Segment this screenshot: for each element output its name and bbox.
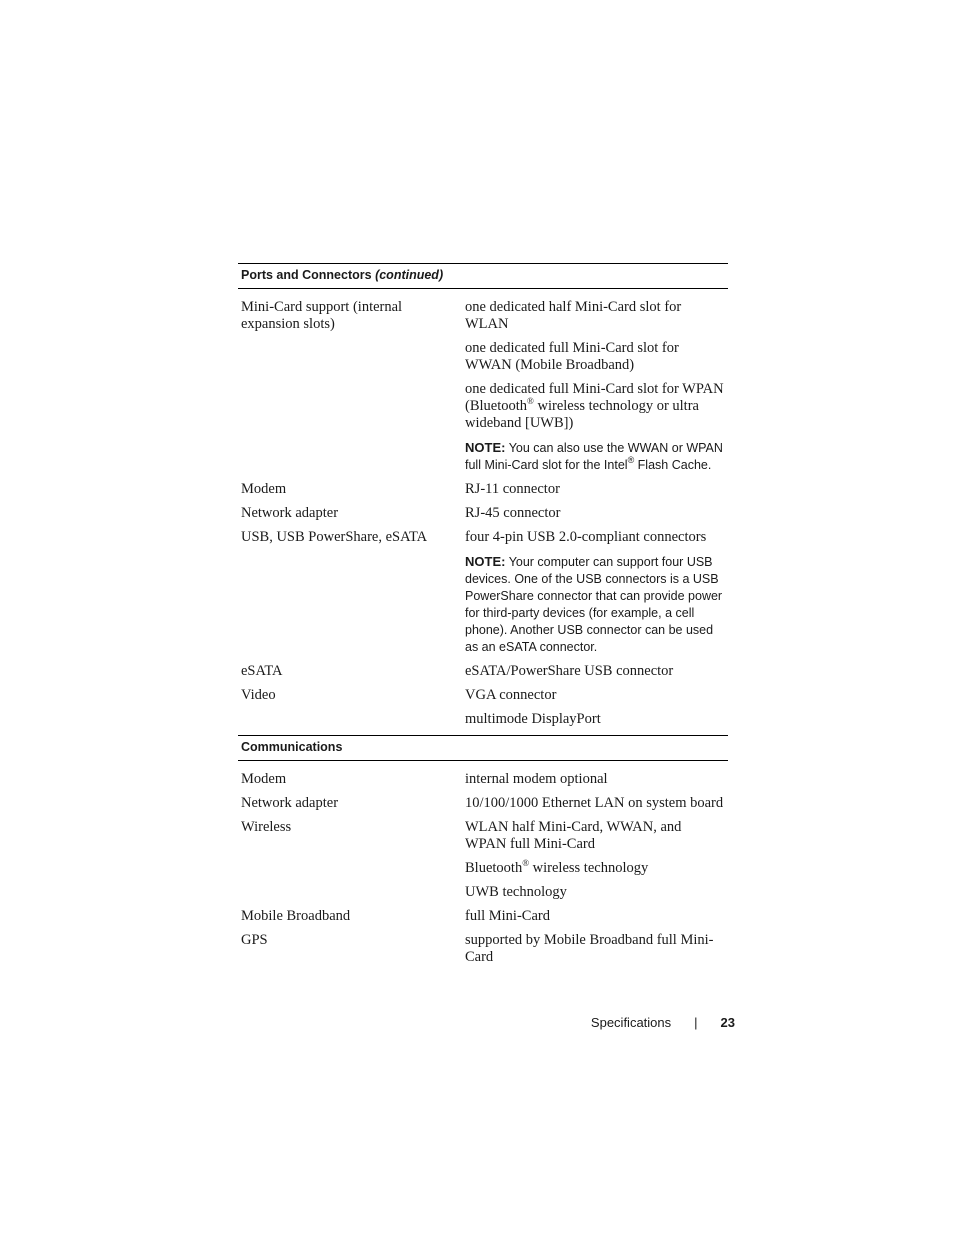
row-value-bluetooth [462, 860, 728, 884]
continued-label: (continued) [375, 268, 444, 282]
table-row [238, 687, 728, 711]
row-label: Modem [241, 481, 287, 497]
bluetooth-text-after: wireless technology [529, 860, 649, 876]
note-text: Your computer can support four USB devices. One of the USB connectors is a USB PowerShare connector that can provide power for third-party devices (for example, a cell phone). Another USB connector can be used as an eSATA connector. [465, 555, 723, 654]
row-label: Mobile Broadband [241, 908, 351, 924]
table-row [238, 340, 728, 381]
table-row [238, 505, 728, 529]
row-value: multimode DisplayPort [465, 711, 601, 727]
footer-separator: | [694, 1015, 698, 1030]
registered-mark: ® [522, 858, 530, 868]
row-label: Modem [241, 771, 287, 787]
row-label: Wireless [241, 819, 292, 835]
row-label-empty [238, 340, 462, 381]
row-label-empty [238, 381, 462, 439]
table-row [238, 761, 728, 796]
row-label-empty [238, 711, 462, 736]
table-row [238, 711, 728, 736]
row-value: VGA connector [465, 687, 557, 703]
row-value: WLAN half Mini-Card, WWAN, and WPAN full Mini-Card [465, 819, 682, 852]
note-text-before: You can also use the WWAN or WPAN full Mini-Card slot for the Intel [465, 441, 723, 472]
registered-mark: ® [527, 396, 534, 406]
table-row [238, 529, 728, 553]
row-label-empty [238, 439, 462, 481]
note-minicard [462, 439, 728, 481]
table-row [238, 289, 728, 341]
note-text-after: Flash Cache. [634, 458, 712, 472]
table-row [238, 932, 728, 973]
table-row [238, 663, 728, 687]
section-title-communications: Communications [238, 736, 728, 761]
note-label: NOTE: [465, 440, 506, 455]
footer-section-name: Specifications [590, 1015, 672, 1030]
table-row [238, 860, 728, 884]
row-value: UWB technology [465, 884, 567, 900]
row-value: RJ-45 connector [465, 505, 561, 521]
section-title-ports [238, 264, 728, 289]
bluetooth-text-before: Bluetooth [465, 860, 523, 876]
row-label: GPS [241, 932, 268, 948]
row-label: Network adapter [241, 505, 339, 521]
table-row [238, 439, 728, 481]
table-row [238, 481, 728, 505]
row-value: supported by Mobile Broadband full Mini-Card [465, 932, 714, 965]
page-footer [500, 1015, 735, 1030]
section-header-ports [238, 264, 728, 289]
note-usb [462, 553, 728, 663]
table-row [238, 381, 728, 439]
row-value-wpan [462, 381, 728, 439]
table-row [238, 908, 728, 932]
registered-mark: ® [627, 455, 635, 465]
section-header-communications [238, 736, 728, 761]
wpan-text-after: wireless technology or ultra wideband [UWB]) [465, 398, 699, 431]
row-label-empty [238, 884, 462, 908]
row-label: eSATA [241, 663, 283, 679]
table-row [238, 819, 728, 860]
ports-title: Ports and Connectors [241, 268, 372, 282]
row-value: 10/100/1000 Ethernet LAN on system board [465, 795, 724, 811]
row-value: internal modem optional [465, 771, 608, 787]
row-label: Video [241, 687, 276, 703]
row-value: eSATA/PowerShare USB connector [465, 663, 674, 679]
row-value: full Mini-Card [465, 908, 550, 924]
row-value: one dedicated half Mini-Card slot for WLAN [465, 299, 682, 332]
specifications-table [238, 263, 728, 973]
row-label: USB, USB PowerShare, eSATA [241, 529, 428, 545]
row-value: RJ-11 connector [465, 481, 560, 497]
wpan-text-before: one dedicated full Mini-Card slot for WPAN (Bluetooth [465, 381, 724, 414]
table-row [238, 553, 728, 663]
row-value: one dedicated full Mini-Card slot for WWAN (Mobile Broadband) [465, 340, 679, 373]
page-number: 23 [720, 1015, 735, 1030]
note-label: NOTE: [465, 554, 506, 569]
table-row [238, 795, 728, 819]
row-label-empty [238, 553, 462, 663]
table-row [238, 884, 728, 908]
row-label: Network adapter [241, 795, 339, 811]
row-label: Mini-Card support (internal expansion slots) [241, 299, 403, 332]
row-label-empty [238, 860, 462, 884]
row-value: four 4-pin USB 2.0-compliant connectors [465, 529, 707, 545]
